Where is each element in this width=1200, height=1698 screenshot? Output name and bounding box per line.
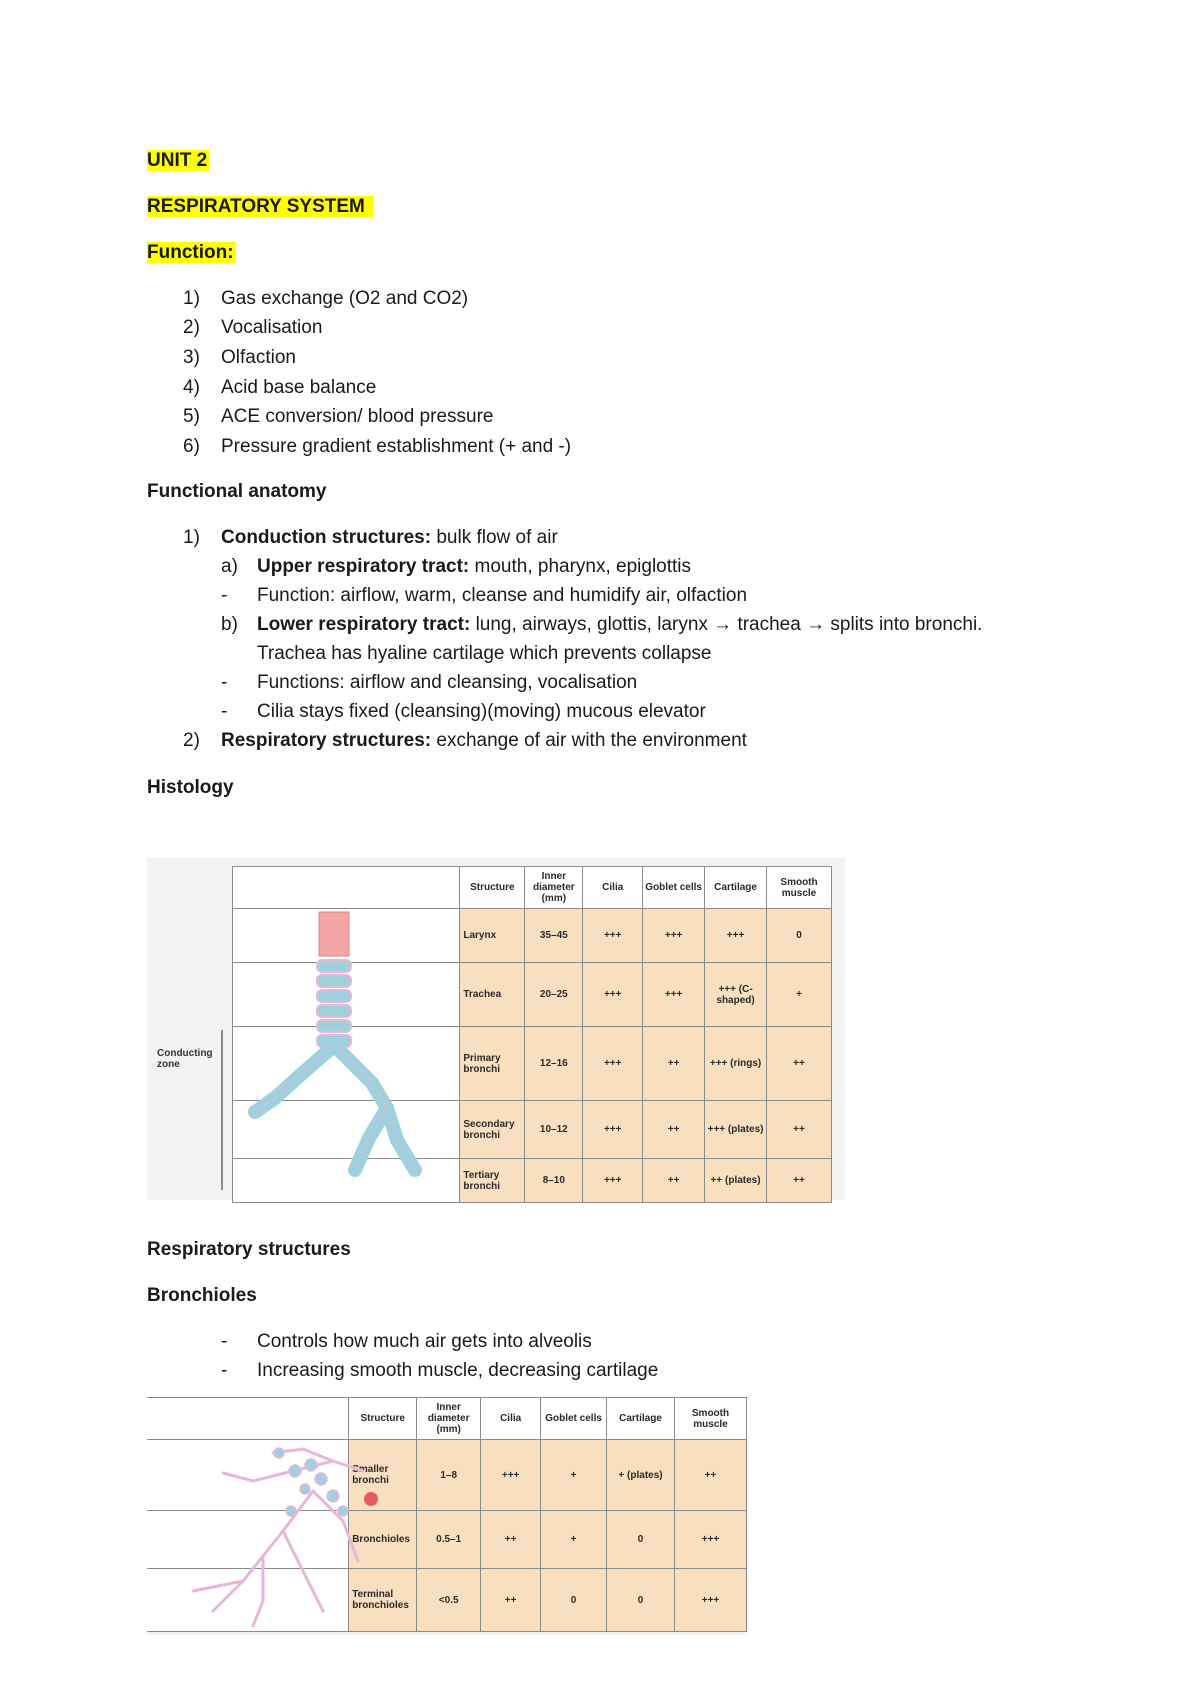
column-header: Inner diameter (mm) — [525, 867, 583, 909]
structure-name: Secondary bronchi — [460, 1101, 525, 1159]
list-text: ACE conversion/ blood pressure — [221, 406, 494, 427]
table-cell: 35–45 — [525, 909, 583, 963]
table-cell: +++ — [583, 1101, 643, 1159]
column-header: Goblet cells — [643, 867, 705, 909]
table-cell: 1–8 — [417, 1440, 481, 1511]
table-cell: +++ — [583, 909, 643, 963]
table-cell: ++ — [643, 1101, 705, 1159]
column-header: Cartilage — [607, 1398, 675, 1440]
list-number: 4) — [183, 377, 200, 398]
bullet-text: Controls how much air gets into alveolis — [257, 1331, 592, 1352]
column-header: Cilia — [481, 1398, 541, 1440]
table-cell: +++ — [675, 1569, 747, 1632]
dash-bullet: - — [221, 585, 228, 606]
bronchioles-figure — [147, 1397, 747, 1635]
list-text: Gas exchange (O2 and CO2) — [221, 288, 469, 309]
table-cell: 0.5–1 — [417, 1510, 481, 1569]
continuation-text: Trachea has hyaline cartilage which prevents collapse — [257, 643, 712, 664]
dash-bullet: - — [221, 1331, 228, 1352]
bullet-text: Cilia stays fixed (cleansing)(moving) mucous elevator — [257, 701, 706, 722]
bullet-text: Functions: airflow and cleansing, vocalisation — [257, 672, 638, 693]
bullet-text: Increasing smooth muscle, decreasing cartilage — [257, 1360, 659, 1381]
conduction-structures-item — [221, 526, 558, 550]
table-cell: ++ — [643, 1027, 705, 1101]
column-header: Cartilage — [705, 867, 767, 909]
table-cell: ++ — [643, 1159, 705, 1203]
title-heading — [147, 195, 373, 219]
table-cell: 10–12 — [525, 1101, 583, 1159]
term: Conduction structures: — [221, 527, 432, 548]
zone-bracket — [221, 1030, 223, 1190]
term: Upper respiratory tract: — [257, 556, 470, 577]
list-letter: b) — [221, 614, 238, 635]
table-cell: ++ — [767, 1027, 832, 1101]
description: mouth, pharynx, epiglottis — [469, 556, 692, 577]
table-cell: ++ — [481, 1569, 541, 1632]
structure-name: Trachea — [460, 963, 525, 1027]
list-number: 1) — [183, 527, 200, 548]
table-cell: 0 — [607, 1510, 675, 1569]
functional-anatomy-heading: Functional anatomy — [147, 481, 327, 502]
structure-name: Primary bronchi — [460, 1027, 525, 1101]
list-number: 5) — [183, 406, 200, 427]
column-header: Structure — [460, 867, 525, 909]
bullet-text: Function: airflow, warm, cleanse and humidify air, olfaction — [257, 585, 748, 606]
term: Lower respiratory tract: — [257, 614, 471, 635]
table-cell: +++ — [583, 963, 643, 1027]
table-cell: ++ (plates) — [705, 1159, 767, 1203]
respiratory-structures-item — [221, 729, 747, 753]
function-heading — [147, 241, 236, 265]
table-cell: + — [541, 1440, 607, 1511]
upper-tract-item — [257, 555, 691, 579]
column-header: Smooth muscle — [767, 867, 832, 909]
column-header: Cilia — [583, 867, 643, 909]
description: exchange of air with the environment — [431, 730, 747, 751]
conducting-zone-figure — [147, 858, 845, 1200]
table-cell: 20–25 — [525, 963, 583, 1027]
function-heading-text: Function: — [147, 242, 234, 263]
table-cell: +++ (C-shaped) — [705, 963, 767, 1027]
dash-bullet: - — [221, 701, 228, 722]
table-cell: +++ — [643, 909, 705, 963]
column-header: Inner diameter (mm) — [417, 1398, 481, 1440]
conducting-airway-illustration — [237, 908, 457, 1193]
table-cell: 0 — [607, 1569, 675, 1632]
table-cell: + (plates) — [607, 1440, 675, 1511]
table-cell: +++ (rings) — [705, 1027, 767, 1101]
dash-bullet: - — [221, 672, 228, 693]
table-cell: 8–10 — [525, 1159, 583, 1203]
unit-heading — [147, 149, 209, 173]
histology-heading: Histology — [147, 777, 234, 798]
table-header-row — [147, 1398, 747, 1440]
structure-name: Bronchioles — [349, 1510, 417, 1569]
table-cell: ++ — [675, 1440, 747, 1511]
table-header-row — [233, 867, 832, 909]
list-number: 6) — [183, 436, 200, 457]
list-text: Acid base balance — [221, 377, 377, 398]
list-text: Olfaction — [221, 347, 296, 368]
table-cell: 12–16 — [525, 1027, 583, 1101]
respiratory-structures-heading: Respiratory structures — [147, 1239, 351, 1260]
list-number: 2) — [183, 317, 200, 338]
structure-name: Larynx — [460, 909, 525, 963]
table-cell: ++ — [481, 1510, 541, 1569]
table-cell: + — [767, 963, 832, 1027]
table-cell: ++ — [767, 1159, 832, 1203]
column-header: Goblet cells — [541, 1398, 607, 1440]
structure-name: Terminal bronchioles — [349, 1569, 417, 1632]
list-text: Vocalisation — [221, 317, 323, 338]
table-cell: <0.5 — [417, 1569, 481, 1632]
unit-text: UNIT 2 — [147, 150, 208, 171]
table-cell: 0 — [541, 1569, 607, 1632]
table-cell: +++ — [675, 1510, 747, 1569]
lower-tract-item — [257, 613, 982, 637]
header-blank-cell — [233, 867, 460, 909]
title-text: RESPIRATORY SYSTEM — [147, 196, 373, 217]
table-cell: +++ — [583, 1159, 643, 1203]
bronchioles-illustration — [183, 1441, 383, 1631]
list-number: 3) — [183, 347, 200, 368]
term: Respiratory structures: — [221, 730, 432, 751]
bronchioles-heading: Bronchioles — [147, 1285, 257, 1306]
list-number: 1) — [183, 288, 200, 309]
header-blank-cell — [147, 1398, 349, 1440]
structure-name: Tertiary bronchi — [460, 1159, 525, 1203]
structure-name: Smaller bronchi — [349, 1440, 417, 1511]
table-cell: +++ — [643, 963, 705, 1027]
column-header: Structure — [349, 1398, 417, 1440]
table-cell: +++ (plates) — [705, 1101, 767, 1159]
table-cell: +++ — [705, 909, 767, 963]
table-cell: +++ — [481, 1440, 541, 1511]
description: bulk flow of air — [431, 527, 558, 548]
list-letter: a) — [221, 556, 238, 577]
list-number: 2) — [183, 730, 200, 751]
list-text: Pressure gradient establishment (+ and -) — [221, 436, 572, 457]
table-cell: + — [541, 1510, 607, 1569]
zone-label: Conducting zone — [157, 1048, 213, 1070]
column-header: Smooth muscle — [675, 1398, 747, 1440]
table-cell: +++ — [583, 1027, 643, 1101]
table-cell: ++ — [767, 1101, 832, 1159]
dash-bullet: - — [221, 1360, 228, 1381]
table-cell: 0 — [767, 909, 832, 963]
description: lung, airways, glottis, larynx → trachea → splits into bronchi. — [470, 614, 983, 635]
